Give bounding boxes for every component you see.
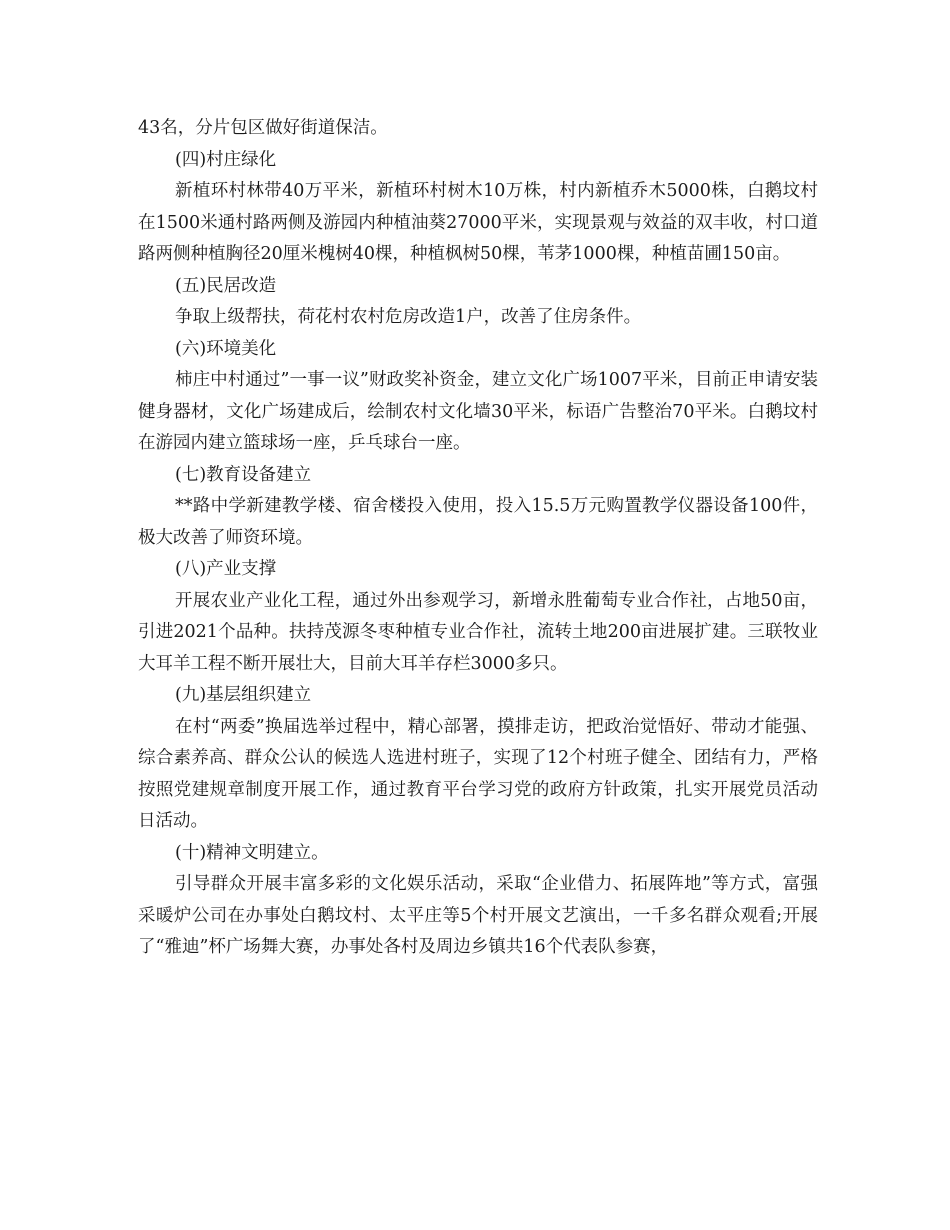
section-heading-10: (十)精神文明建立。 (175, 842, 329, 863)
section-heading-7: (七)教育设备建立 (175, 464, 312, 485)
paragraph-housing: 争取上级帮扶，荷花村农村危房改造1户，改善了住房条件。 (175, 307, 642, 327)
section-heading-8: (八)产业支撑 (175, 559, 277, 579)
paragraph-continued: 43名，分片包区做好街道保洁。 (138, 118, 388, 138)
paragraph-industry: 开展农业产业化工程，通过外出参观学习，新增永胜葡萄专业合作社，占地50亩，引进2021个品种。扶持茂源冬枣种植专业合作社，流转土地200亩进展扩建。三联牧业大耳羊工程不断开展壮大，目前大耳羊存栏3000多只。 (138, 590, 818, 674)
paragraph-environment: 柿庄中村通过”一事一议”财政奖补资金，建立文化广场1007平米，目前正申请安装健身器材，文化广场建成后，绘制农村文化墙30平米，标语广告整治70平米。白鹅坟村在游园内建立篮球场一座，乒乓球台一座。 (138, 370, 818, 453)
section-heading-5: (五)民居改造 (175, 275, 277, 296)
document-body (138, 113, 818, 964)
section-heading-6: (六)环境美化 (175, 338, 277, 359)
paragraph-organization: 在村“两委”换届选举过程中，精心部署，摸排走访，把政治觉悟好、带动才能强、综合素养高、群众公认的候选人选进村班子，实现了12个村班子健全、团结有力，严格按照党建规章制度开展工作，通过教育平台学习党的政府方针政策，扎实开展党员活动日活动。 (138, 716, 818, 831)
section-heading-9: (九)基层组织建立 (175, 685, 312, 705)
paragraph-greening: 新植环村林带40万平米，新植环村树木10万株，村内新植乔木5000株，白鹅坟村在1500米通村路两侧及游园内种植油葵27000平米，实现景观与效益的双丰收，村口道路两侧种植胸径20厘米槐树40棵，种植枫树50棵，苇茅1000棵，种植苗圃150亩。 (138, 181, 818, 264)
section-heading-4: (四)村庄绿化 (175, 149, 277, 170)
paragraph-civilization: 引导群众开展丰富多彩的文化娱乐活动，采取“企业借力、拓展阵地”等方式，富强采暖炉公司在办事处白鹅坟村、太平庄等5个村开展文艺演出，一千多名群众观看;开展了“雅迪”杯广场舞大赛，办事处各村及周边乡镇共16个代表队参赛， (138, 874, 818, 957)
paragraph-education: **路中学新建教学楼、宿舍楼投入使用，投入15.5万元购置教学仪器设备100件，极大改善了师资环境。 (138, 496, 818, 548)
